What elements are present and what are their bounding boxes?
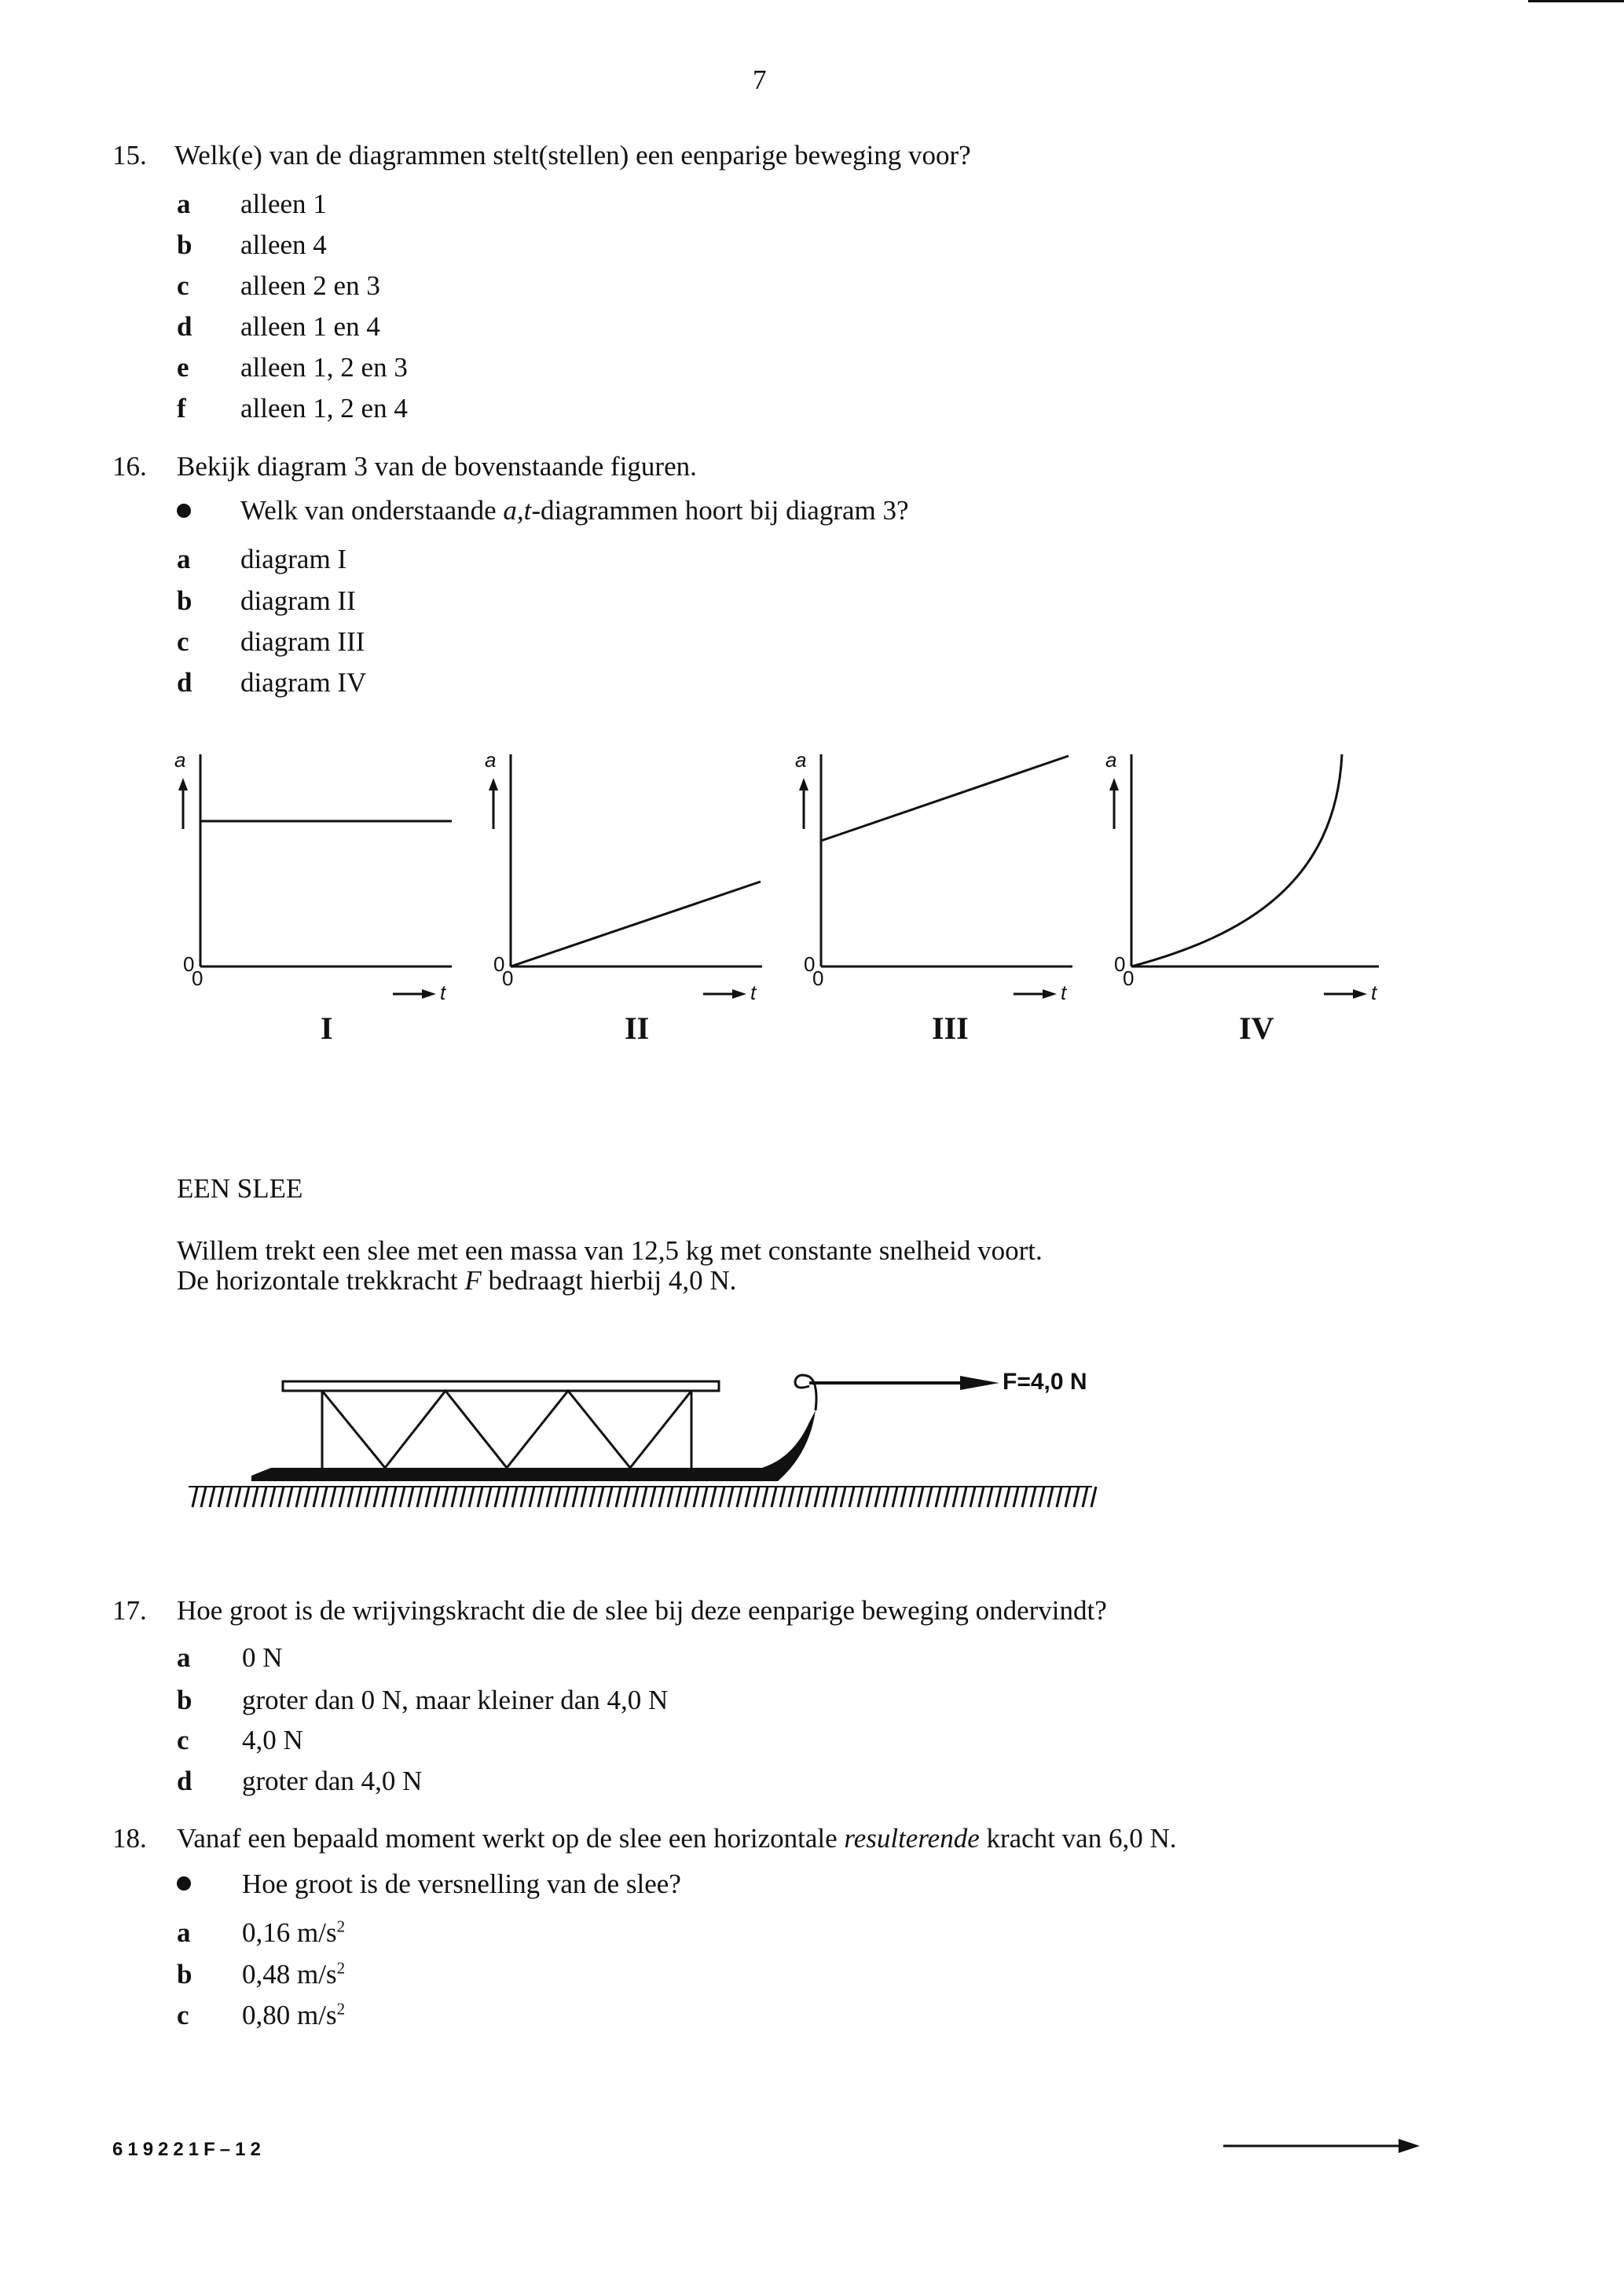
- graph-IV-y-label: a: [1105, 748, 1117, 772]
- hatch-line: [236, 1487, 240, 1507]
- graph-III-origin: 0: [804, 952, 816, 976]
- option-letter: a: [177, 189, 191, 219]
- hatch-line: [1083, 1487, 1087, 1507]
- section-line-1: Willem trekt een slee met een massa van 12,5 kg met constante snelheid voort.: [177, 1235, 1043, 1266]
- option-text: groter dan 0 N, maar kleiner dan 4,0 N: [242, 1685, 669, 1715]
- option-text: 4,0 N: [242, 1725, 303, 1755]
- hatch-line: [244, 1487, 249, 1507]
- graph-IV-origin: 0: [1114, 952, 1126, 976]
- hatch-line: [616, 1487, 621, 1507]
- footer-code: 619221F–12: [112, 2139, 266, 2160]
- option-letter: c: [177, 2000, 189, 2030]
- question-15-number: 15.: [112, 140, 147, 171]
- hatch-line: [1057, 1487, 1061, 1507]
- question-15-text: Welk(e) van de diagrammen stelt(stellen) een eenparige beweging voor?: [174, 140, 971, 171]
- hatch-line: [867, 1487, 871, 1507]
- graph-II-y-label: a: [485, 748, 497, 772]
- hatch-line: [210, 1487, 214, 1507]
- hatch-line: [754, 1487, 759, 1507]
- hatch-line: [1005, 1487, 1010, 1507]
- hatch-line: [573, 1487, 577, 1507]
- option-text: diagram II: [240, 585, 356, 616]
- option-text: alleen 1 en 4: [240, 311, 380, 342]
- hatch-line: [702, 1487, 707, 1507]
- hatch-line: [383, 1487, 387, 1507]
- option-text: 0,48 $m/s^2$: [242, 1958, 346, 1990]
- hatch-line: [789, 1487, 794, 1507]
- graph-III: [821, 754, 1072, 966]
- hatch-line: [227, 1487, 232, 1507]
- hatch-line: [927, 1487, 932, 1507]
- graph-II-curve: [511, 882, 761, 966]
- page-number: 7: [753, 64, 767, 95]
- graph-III-label: III: [932, 1010, 969, 1046]
- hatch-line: [849, 1487, 854, 1507]
- sled-runner: [251, 1410, 816, 1481]
- hatch-line: [832, 1487, 837, 1507]
- hatch-line: [979, 1487, 984, 1507]
- hatch-line: [1014, 1487, 1018, 1507]
- hatch-line: [1091, 1487, 1096, 1507]
- hatch-line: [711, 1487, 716, 1507]
- hatch-line: [530, 1487, 534, 1507]
- hatch-line: [564, 1487, 569, 1507]
- graph-II-x-label: t: [750, 981, 757, 1004]
- hatch-line: [694, 1487, 698, 1507]
- question-17-number: 17.: [112, 1595, 147, 1626]
- bullet-icon: [177, 504, 191, 518]
- hatch-line: [590, 1487, 595, 1507]
- hatch-line: [988, 1487, 992, 1507]
- sled-figure: [181, 1352, 1124, 1524]
- hatch-line: [1039, 1487, 1044, 1507]
- hatch-line: [357, 1487, 361, 1507]
- option-letter: c: [177, 270, 189, 301]
- graph-II-label: II: [625, 1010, 650, 1046]
- bullet-icon: [177, 1876, 191, 1891]
- graph-IV: [1131, 754, 1379, 966]
- hatch-line: [486, 1487, 491, 1507]
- question-18-number: 18.: [112, 1823, 147, 1854]
- hatch-line: [633, 1487, 638, 1507]
- graph-III-origin-x: 0: [812, 966, 824, 990]
- option-text: diagram I: [240, 544, 347, 574]
- hatch-line: [434, 1487, 439, 1507]
- option-letter: a: [177, 1917, 191, 1948]
- graph-I-x-label: t: [440, 981, 446, 1004]
- hatch-line: [780, 1487, 785, 1507]
- option-text: alleen 1: [240, 189, 327, 219]
- hatch-line: [607, 1487, 612, 1507]
- hatch-line: [348, 1487, 353, 1507]
- question-16-intro: Bekijk diagram 3 van de bovenstaande figuren.: [177, 451, 697, 482]
- graph-III-curve: [821, 756, 1069, 841]
- hatch-line: [365, 1487, 370, 1507]
- hatch-line: [970, 1487, 975, 1507]
- sled-plank: [283, 1381, 719, 1391]
- hatch-line: [841, 1487, 845, 1507]
- force-label: F=4,0 N: [1003, 1369, 1087, 1395]
- hatch-line: [720, 1487, 724, 1507]
- graph-I-y-label: a: [174, 748, 186, 772]
- graph-IV-curve: [1131, 754, 1342, 966]
- option-letter: b: [177, 1685, 192, 1715]
- hatch-line: [797, 1487, 802, 1507]
- hatch-line: [737, 1487, 742, 1507]
- sled-curl: [795, 1375, 816, 1410]
- hatch-line: [746, 1487, 750, 1507]
- graph-IV-x-label: t: [1371, 981, 1377, 1004]
- option-letter: a: [177, 544, 191, 574]
- hatch-line: [331, 1487, 335, 1507]
- hatch-line: [1048, 1487, 1053, 1507]
- option-letter: d: [177, 1766, 192, 1796]
- option-letter: b: [177, 1959, 192, 1990]
- hatch-line: [409, 1487, 413, 1507]
- hatch-line: [1074, 1487, 1079, 1507]
- hatch-line: [676, 1487, 681, 1507]
- hatch-line: [270, 1487, 275, 1507]
- hatch-line: [391, 1487, 396, 1507]
- hatch-line: [728, 1487, 733, 1507]
- hatch-line: [322, 1487, 327, 1507]
- section-line-2: De horizontale trekkracht F bedraagt hierbij 4,0 N.: [177, 1265, 737, 1296]
- option-text: alleen 1, 2 en 3: [240, 352, 408, 383]
- option-text: alleen 1, 2 en 4: [240, 393, 408, 424]
- hatch-line: [815, 1487, 819, 1507]
- hatch-line: [599, 1487, 603, 1507]
- hatch-line: [305, 1487, 310, 1507]
- option-letter: b: [177, 585, 192, 616]
- option-text: groter dan 4,0 N: [242, 1766, 423, 1796]
- hatch-line: [884, 1487, 889, 1507]
- hatch-line: [858, 1487, 863, 1507]
- hatch-line: [668, 1487, 673, 1507]
- hatch-line: [962, 1487, 966, 1507]
- option-letter: c: [177, 626, 189, 657]
- hatch-line: [288, 1487, 292, 1507]
- hatch-line: [521, 1487, 526, 1507]
- hatch-line: [875, 1487, 880, 1507]
- hatch-line: [417, 1487, 422, 1507]
- hatch-line: [192, 1487, 197, 1507]
- scan-edge: [1528, 0, 1624, 2]
- hatch-line: [953, 1487, 958, 1507]
- section-title: EEN SLEE: [177, 1173, 303, 1204]
- option-text: 0,80 $m/s^2$: [242, 1999, 346, 2030]
- option-text: 0,16 $m/s^2$: [242, 1916, 346, 1948]
- graph-I-label: I: [321, 1010, 333, 1046]
- hatch-line: [901, 1487, 906, 1507]
- hatch-line: [201, 1487, 206, 1507]
- graph-I: [200, 754, 452, 966]
- option-text: 0 N: [242, 1642, 283, 1673]
- hatch-line: [685, 1487, 690, 1507]
- hatch-line: [555, 1487, 560, 1507]
- hatch-line: [452, 1487, 456, 1507]
- question-16-number: 16.: [112, 451, 147, 482]
- question-16-bullet-text: Welk van onderstaande a,t-diagrammen hoort bij diagram 3?: [240, 495, 909, 526]
- option-letter: d: [177, 667, 192, 698]
- hatch-line: [763, 1487, 768, 1507]
- question-18-bullet-text: Hoe groot is de versnelling van de slee?: [242, 1869, 681, 1899]
- hatch-line: [651, 1487, 655, 1507]
- hatch-line: [296, 1487, 301, 1507]
- hatch-line: [806, 1487, 811, 1507]
- graph-II: [511, 754, 762, 966]
- option-letter: c: [177, 1725, 189, 1755]
- at-diagrams: [157, 739, 1414, 1053]
- hatch-line: [495, 1487, 500, 1507]
- hatch-line: [460, 1487, 465, 1507]
- hatch-line: [893, 1487, 897, 1507]
- hatch-line: [1022, 1487, 1027, 1507]
- option-letter: f: [177, 393, 186, 424]
- hatch-line: [339, 1487, 344, 1507]
- option-text: alleen 2 en 3: [240, 270, 380, 301]
- option-text: alleen 4: [240, 229, 327, 260]
- hatch-line: [538, 1487, 543, 1507]
- question-17-text: Hoe groot is de wrijvingskracht die de slee bij deze eenparige beweging ondervindt?: [177, 1595, 1107, 1626]
- next-page-arrow-icon: [1222, 2134, 1426, 2158]
- option-text: diagram III: [240, 626, 365, 657]
- hatch-line: [469, 1487, 474, 1507]
- hatch-line: [426, 1487, 431, 1507]
- hatch-line: [374, 1487, 379, 1507]
- hatch-line: [918, 1487, 923, 1507]
- graph-III-x-label: t: [1061, 981, 1067, 1004]
- graph-IV-origin-x: 0: [1123, 966, 1135, 990]
- graph-III-y-label: a: [795, 748, 807, 772]
- hatch-line: [996, 1487, 1001, 1507]
- hatch-line: [1031, 1487, 1036, 1507]
- hatch-line: [279, 1487, 284, 1507]
- option-letter: e: [177, 352, 189, 383]
- option-letter: a: [177, 1642, 191, 1673]
- hatch-line: [642, 1487, 647, 1507]
- hatch-line: [262, 1487, 266, 1507]
- question-18-text: Vanaf een bepaald moment werkt op de slee een horizontale resulterende kracht van 6,0 N.: [177, 1823, 1177, 1854]
- hatch-line: [547, 1487, 552, 1507]
- force-arrowhead: [960, 1376, 999, 1390]
- hatch-line: [772, 1487, 776, 1507]
- hatch-line: [1065, 1487, 1070, 1507]
- option-text: diagram IV: [240, 667, 367, 698]
- graph-II-origin: 0: [493, 952, 505, 976]
- graph-II-origin-x: 0: [502, 966, 514, 990]
- hatch-line: [218, 1487, 223, 1507]
- hatch-line: [910, 1487, 915, 1507]
- hatch-line: [504, 1487, 508, 1507]
- hatch-line: [823, 1487, 828, 1507]
- graph-I-origin: 0: [183, 952, 195, 976]
- hatch-line: [478, 1487, 482, 1507]
- hatch-line: [659, 1487, 664, 1507]
- hatch-line: [944, 1487, 949, 1507]
- hatch-line: [313, 1487, 318, 1507]
- hatch-line: [625, 1487, 629, 1507]
- hatch-line: [400, 1487, 405, 1507]
- option-letter: b: [177, 229, 192, 260]
- sled-truss: [322, 1391, 691, 1468]
- hatch-line: [581, 1487, 586, 1507]
- hatch-line: [443, 1487, 448, 1507]
- option-letter: d: [177, 311, 192, 342]
- hatch-line: [253, 1487, 258, 1507]
- hatch-line: [936, 1487, 940, 1507]
- hatch-line: [512, 1487, 517, 1507]
- graph-IV-label: IV: [1239, 1010, 1274, 1046]
- graph-I-origin-x: 0: [192, 966, 203, 990]
